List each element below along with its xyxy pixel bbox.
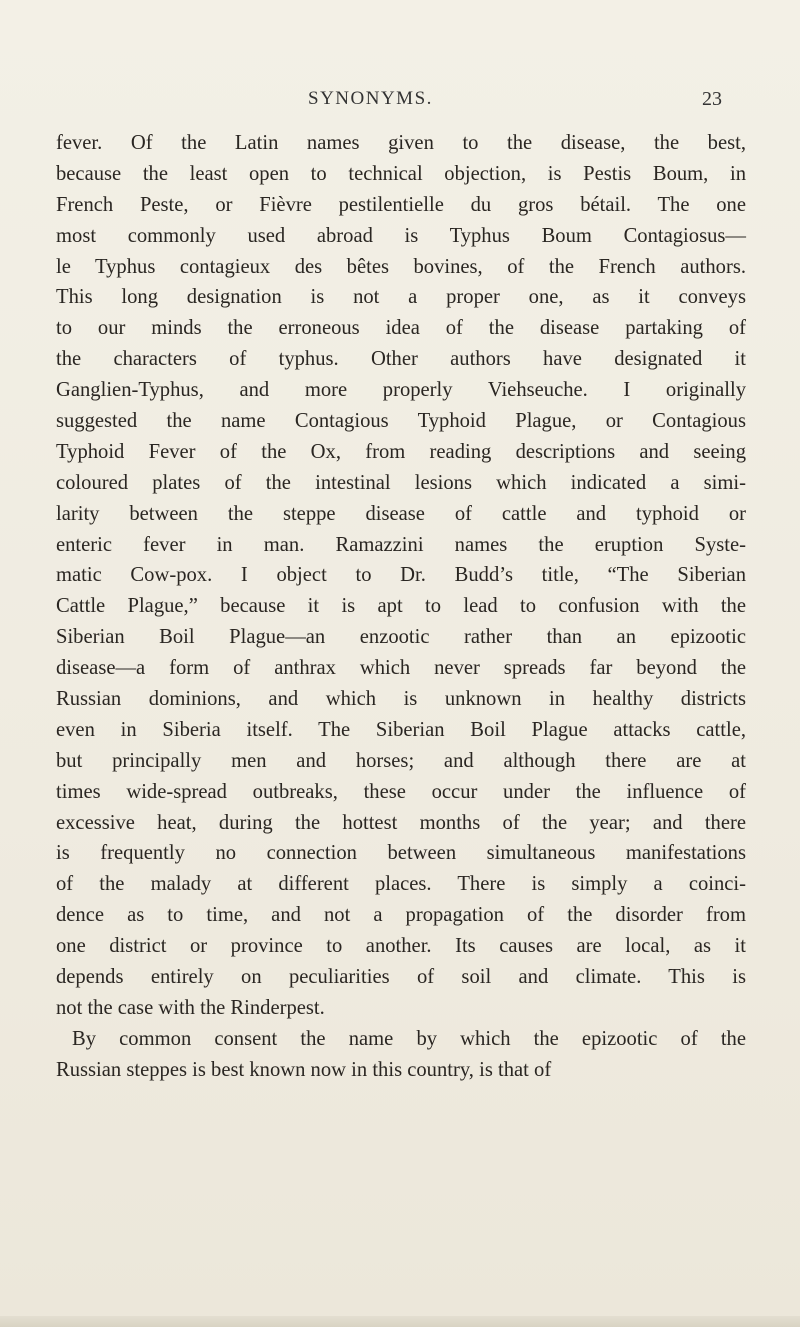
text-line: is frequently no connection between simultaneous manifestations [56,842,746,865]
text-line: larity between the steppe disease of cattle and typhoid or [56,502,746,525]
text-line: depends entirely on peculiarities of soil and climate. This is [56,966,746,989]
text-line: Russian dominions, and which is unknown in healthy districts [56,688,746,711]
text-line: By common consent the name by which the epizootic of the [72,1027,746,1050]
text-line: times wide-spread outbreaks, these occur under the influence of [56,780,746,803]
text-line: fever. Of the Latin names given to the disease, the best, [56,132,746,154]
text-line: Typhoid Fever of the Ox, from reading descriptions and seeing [56,440,746,463]
text-line: to our minds the erroneous idea of the disease partaking of [56,317,746,340]
text-line: coloured plates of the intestinal lesions which indicated a simi- [56,471,746,494]
text-line: excessive heat, during the hottest months of the year; and there [56,811,746,834]
text-line: le Typhus contagieux des bêtes bovines, of the French authors. [56,255,746,278]
text-line: one district or province to another. Its causes are local, as it [56,935,746,958]
text-line: This long designation is not a proper one, as it conveys [56,286,746,309]
running-title: SYNONYMS. [308,88,433,109]
body-text [56,128,746,1086]
page-number: 23 [702,88,722,110]
text-line: even in Siberia itself. The Siberian Boil Plague attacks cattle, [56,718,746,741]
page-bottom-edge [0,1316,800,1327]
text-line: disease—a form of anthrax which never spreads far beyond the [56,657,746,680]
text-line: because the least open to technical objection, is Pestis Boum, in [56,162,746,185]
text-line: dence as to time, and not a propagation of the disorder from [56,904,746,927]
text-line: matic Cow-pox. I object to Dr. Budd’s title, “The Siberian [56,564,746,587]
text-line: of the malady at different places. There is simply a coinci- [56,873,746,896]
text-line: Siberian Boil Plague—an enzootic rather than an epizootic [56,626,746,649]
page-header [0,88,800,116]
text-line: Russian steppes is best known now in this country, is that of [56,1058,552,1081]
text-line: most commonly used abroad is Typhus Boum Contagiosus— [56,224,746,247]
text-line: French Peste, or Fièvre pestilentielle du gros bétail. The one [56,193,746,216]
text-line: Cattle Plague,” because it is apt to lead to confusion with the [56,595,746,618]
text-line: the characters of typhus. Other authors have designated it [56,348,746,371]
text-line: but principally men and horses; and although there are at [56,749,746,772]
text-line: enteric fever in man. Ramazzini names the eruption Syste- [56,533,746,556]
text-line: not the case with the Rinderpest. [56,996,325,1019]
text-line: Ganglien-Typhus, and more properly Viehseuche. I originally [56,379,746,402]
text-line: suggested the name Contagious Typhoid Plague, or Contagious [56,410,746,433]
